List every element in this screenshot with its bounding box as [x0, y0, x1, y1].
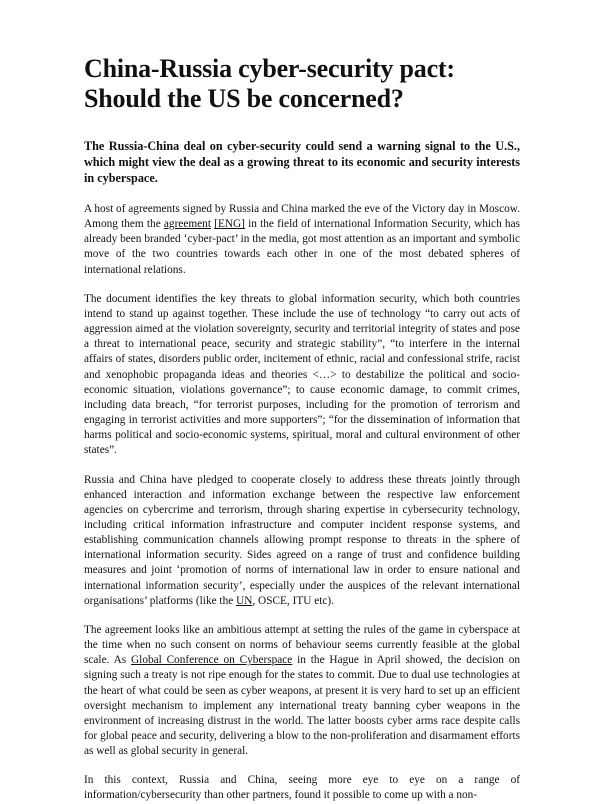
- article-title: China-Russia cyber-security pact: Should the US be concerned?: [84, 54, 455, 113]
- paragraph-2: The document identifies the key threats to global information security, which both countries intend to stand up against together. These include the use of technology “to carry out acts of aggression aimed at the violation sovereignty, security and territorial integrity of states and pose a threat to international peace, security and strategic stability”, “to interfere in the internal affairs of states, disorders public order, incitement of ethnic, racial and confessional strife, racist and xenophobic propaganda ideas and theories <…> to destabilize the political and socio-economic situation, violations governance”; to cause economic damage, to commit crimes, including data breach, “for terrorist purposes, including for the promotion of terrorism and engaging in terrorist activities and more supporters”; “for the dissemination of information that harms political and socio-economic systems, spiritual, moral and cultural environment of other states”.: [84, 292, 520, 457]
- paragraph-4: [84, 623, 520, 759]
- agreement-link[interactable]: agreement: [163, 218, 211, 231]
- paragraph-4-text-a: The agreement looks like an ambitious attempt at setting the rules of the game in cyberspace at the time when no such consent on norms of behaviour seems currently feasible at the global scale. As: [84, 623, 520, 667]
- paragraph-1-text-a: A host of agreements signed by Russia and China marked the eve of the Victory day in Moscow. Among them the: [84, 203, 520, 231]
- paragraph-4-text-b: in the Hague in April showed, the decision on signing such a treaty is not ripe enough for the states to commit. Due to dual use technologies at the heart of what could be seen as cyber weapons, at present it is very hard to set up an efficient oversight mechanism to implement any international treaty banning cyber weapons in the environment of increasing distrust in the world. The latter boosts cyber arms race despite calls for global peace and security, delivering a blow to the non-proliferation and disarmament efforts as well as global security in general.: [84, 654, 521, 758]
- paragraph-1: [84, 202, 520, 278]
- paragraph-5: In this context, Russia and China, seeing more eye to eye on a range of information/cybersecurity than other partners, found it possible to come up with a non-: [84, 774, 520, 802]
- global-conference-link[interactable]: Global Conference on Cyberspace: [131, 654, 293, 667]
- eng-link[interactable]: [ENG]: [214, 218, 245, 231]
- paragraph-3-text-b: , OSCE, ITU etc).: [252, 594, 334, 607]
- paragraph-1-text-c: in the field of international Information Security, which has already been branded ‘cyber-pact’ in the media, got most attention as an important and symbolic move of the two countries towards each other in one of the most debated spheres of international relations.: [84, 218, 520, 276]
- un-link[interactable]: UN: [236, 594, 253, 607]
- article-lead: The Russia-China deal on cyber-security could send a warning signal to the U.S., which might view the deal as a growing threat to its economic and security interests in cyberspace.: [84, 139, 520, 185]
- paragraph-3: [84, 473, 520, 609]
- paragraph-3-text-a: Russia and China have pledged to cooperate closely to address these threats jointly through enhanced interaction and information exchange between the respective law enforcement agencies on cybercrime and terrorism, through sharing expertise in cybersecurity technology, including critical information infrastructure and computer incident response systems, and establishing communication channels allowing prompt response to threats in the sphere of international information security. Sides agreed on a range of trust and confidence building measures and joint ‘promotion of norms of international law in order to ensure national and international information security’, especially under the auspices of the relevant international organisations’ platforms (like the: [84, 473, 520, 607]
